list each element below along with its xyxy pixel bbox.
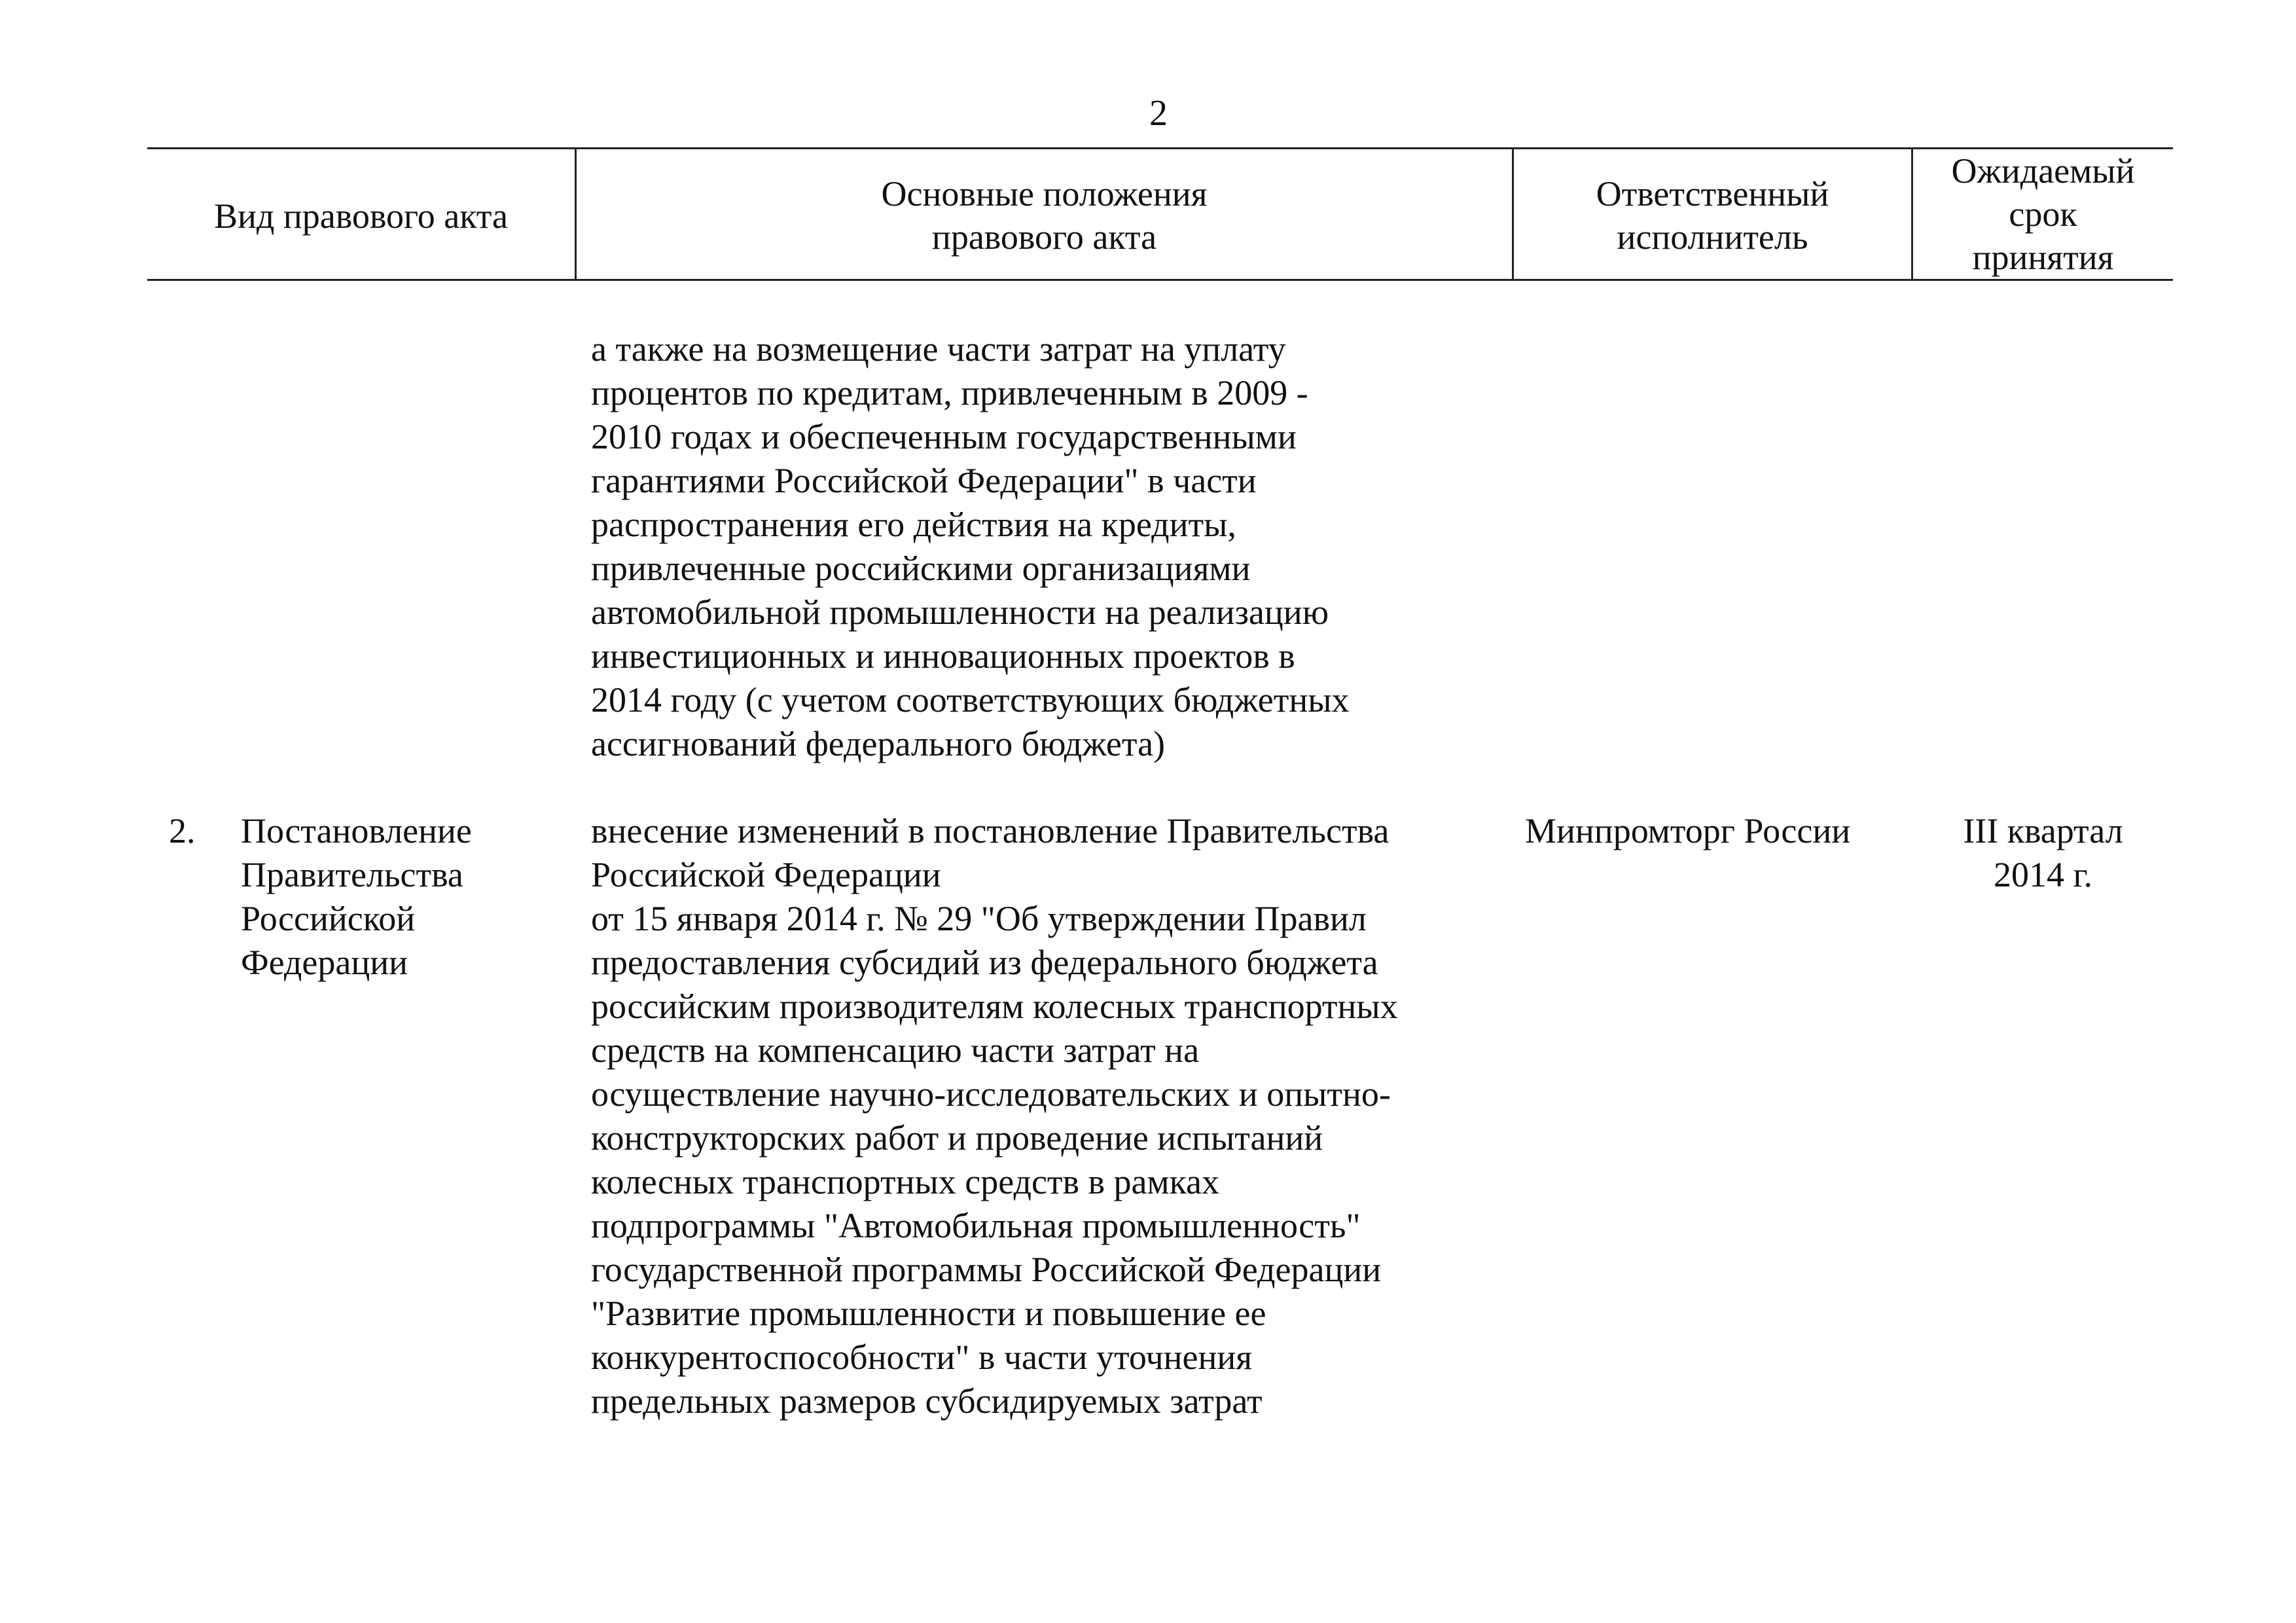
header-act-type: Вид правового акта [213,196,509,236]
row2-responsible: Минпромторг России [1525,811,1851,850]
header-expected-term: Ожидаемый срок принятия [1951,151,2135,277]
header-main-provisions: Основные положения правового акта [881,174,1208,257]
table-header-top-rule [147,147,2173,149]
row2-number: 2. [169,811,196,850]
table-header-bottom-rule [147,279,2173,281]
header-responsible: Ответственный исполнитель [1596,174,1829,257]
row1-continuation-text: а также на возмещение части затрат на уплату процентов по кредитам, привлеченным в 2009 - 2010 годах и обеспеченным государственными гарантиями Российской Федерации" в части распространения его действия на кредиты, привлеченные российскими организациями автомобильной промышленности на реализацию инвестиционных и инновационных проектов в 2014 году (с учетом соответствующих бюджетных ассигнований федерального бюджета) [591,329,1350,763]
row2-main-provisions: внесение изменений в постановление Правительства Российской Федерации от 15 января 2014 г. № 29 "Об утверждении Правил предоставления субсидий из федерального бюджета российским производителям колесных транспортных средств на компенсацию части затрат на осуществление научно-исследовательских и опытно- конструкторских работ и проведение испытаний колесных транспортных средств в рамках подпрограммы "Автомобильная промышленность" государственной программы Российской Федерации "Развитие промышленности и повышение ее конкурентоспособности" в части уточнения предельных размеров субсидируемых затрат [591,811,1398,1421]
page-number: 2 [1149,93,1168,134]
row2-act-type: Постановление Правительства Российской Федерации [241,811,472,982]
row2-expected-term: III квартал 2014 г. [1963,811,2123,894]
